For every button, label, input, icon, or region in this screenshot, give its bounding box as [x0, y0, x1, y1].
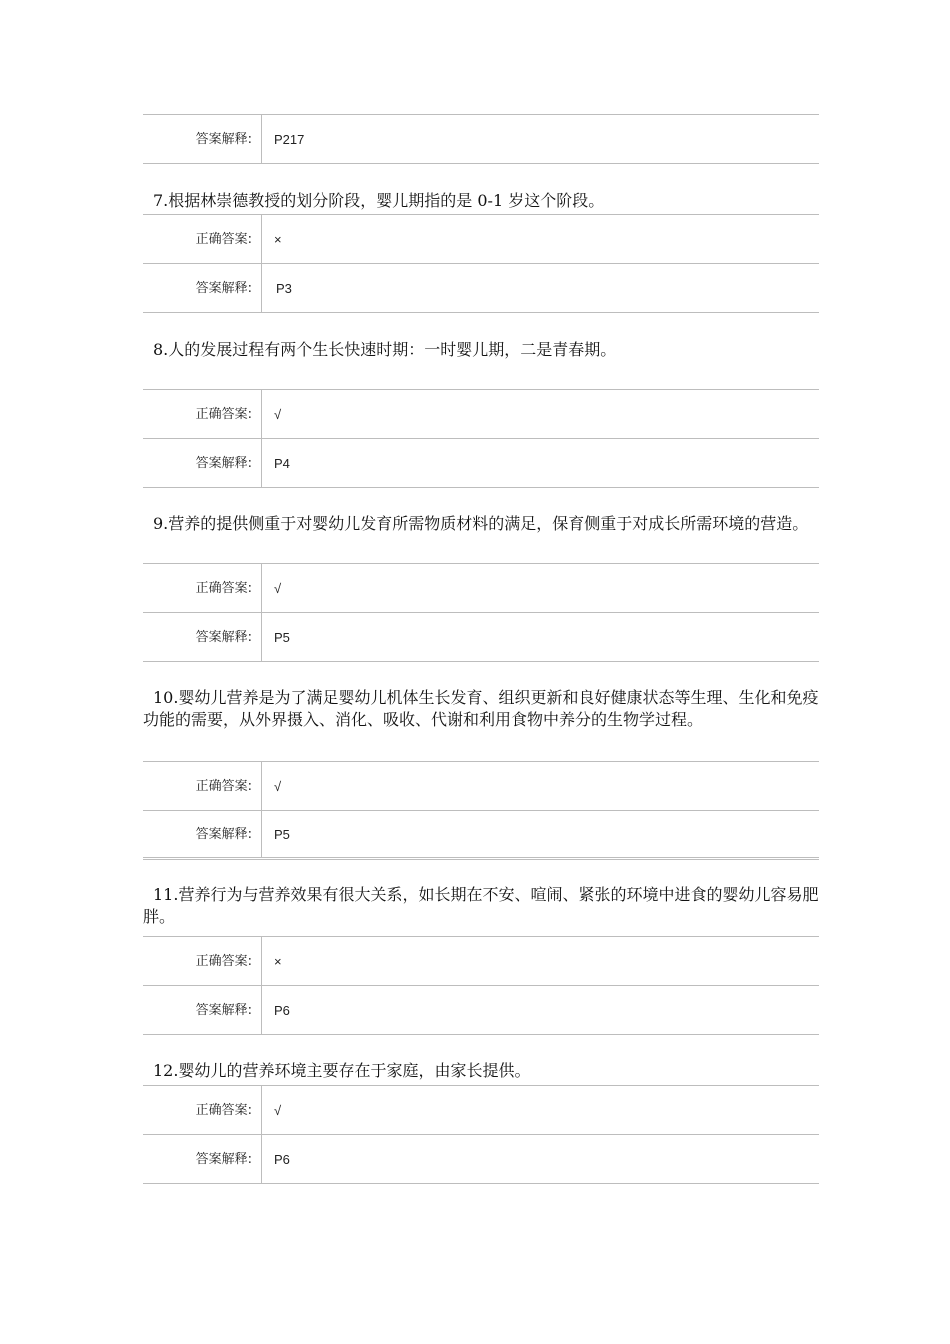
correct-answer-label: 正确答案: [143, 762, 262, 810]
explanation-row [143, 438, 819, 488]
explanation-value: P5 [274, 827, 290, 842]
correct-answer-value: × [274, 232, 282, 247]
answer-block-10 [143, 761, 819, 860]
correct-answer-value: √ [274, 1103, 282, 1118]
explanation-value: P6 [274, 1003, 290, 1018]
question-12-text: 12.婴幼儿的营养环境主要存在于家庭，由家长提供。 [153, 1061, 531, 1080]
explanation-value: P5 [274, 630, 290, 645]
answer-block-top [143, 114, 819, 164]
explanation-label: 答案解释: [143, 1135, 262, 1183]
answer-block-9 [143, 563, 819, 662]
question-8-text: 8.人的发展过程有两个生长快速时期：一时婴儿期，二是青春期。 [153, 340, 617, 359]
answer-block-8 [143, 389, 819, 488]
explanation-row [143, 985, 819, 1035]
explanation-label: 答案解释: [143, 613, 262, 661]
answer-block-11 [143, 936, 819, 1035]
explanation-row [143, 810, 819, 860]
explanation-row [143, 114, 819, 164]
question-7-text: 7.根据林崇德教授的划分阶段，婴儿期指的是 0-1 岁这个阶段。 [153, 191, 605, 210]
correct-answer-row [143, 563, 819, 612]
correct-answer-row [143, 936, 819, 985]
correct-answer-value: √ [274, 407, 282, 422]
correct-answer-row [143, 1085, 819, 1134]
explanation-label: 答案解释: [143, 986, 262, 1034]
correct-answer-value: × [274, 954, 282, 969]
question-10-text [143, 687, 819, 761]
explanation-row [143, 263, 819, 313]
correct-answer-label: 正确答案: [143, 564, 262, 612]
answer-block-12 [143, 1085, 819, 1184]
quiz-document [143, 114, 819, 1184]
explanation-label: 答案解释: [143, 115, 262, 163]
explanation-value: P6 [274, 1152, 290, 1167]
explanation-row [143, 1134, 819, 1184]
explanation-value: P3 [276, 281, 292, 296]
explanation-label: 答案解释: [143, 811, 262, 857]
correct-answer-label: 正确答案: [143, 390, 262, 438]
correct-answer-value: √ [274, 581, 282, 596]
correct-answer-label: 正确答案: [143, 937, 262, 985]
explanation-label: 答案解释: [143, 439, 262, 487]
question-11-text [143, 884, 819, 936]
explanation-label: 答案解释: [143, 264, 262, 312]
explanation-row [143, 612, 819, 662]
correct-answer-label: 正确答案: [143, 1086, 262, 1134]
correct-answer-row [143, 761, 819, 810]
question-11-line: 11.营养行为与营养效果有很大关系，如长期在不安、喧闹、紧张的环境中进食的婴幼儿容易肥胖。 [143, 885, 819, 926]
explanation-value: P217 [274, 132, 305, 147]
question-9-text [143, 513, 819, 563]
correct-answer-row [143, 214, 819, 263]
correct-answer-value: √ [274, 779, 282, 794]
correct-answer-label: 正确答案: [143, 215, 262, 263]
explanation-value: P4 [274, 456, 290, 471]
correct-answer-row [143, 389, 819, 438]
answer-block-7 [143, 214, 819, 313]
question-10-line: 10.婴幼儿营养是为了满足婴幼儿机体生长发育、组织更新和良好健康状态等生理、生化和免疫功能的需要，从外界摄入、消化、吸收、代谢和利用食物中养分的生物学过程。 [143, 688, 819, 729]
question-9-line: 9.营养的提供侧重于对婴幼儿发育所需物质材料的满足，保育侧重于对成长所需环境的营造。 [153, 514, 809, 533]
